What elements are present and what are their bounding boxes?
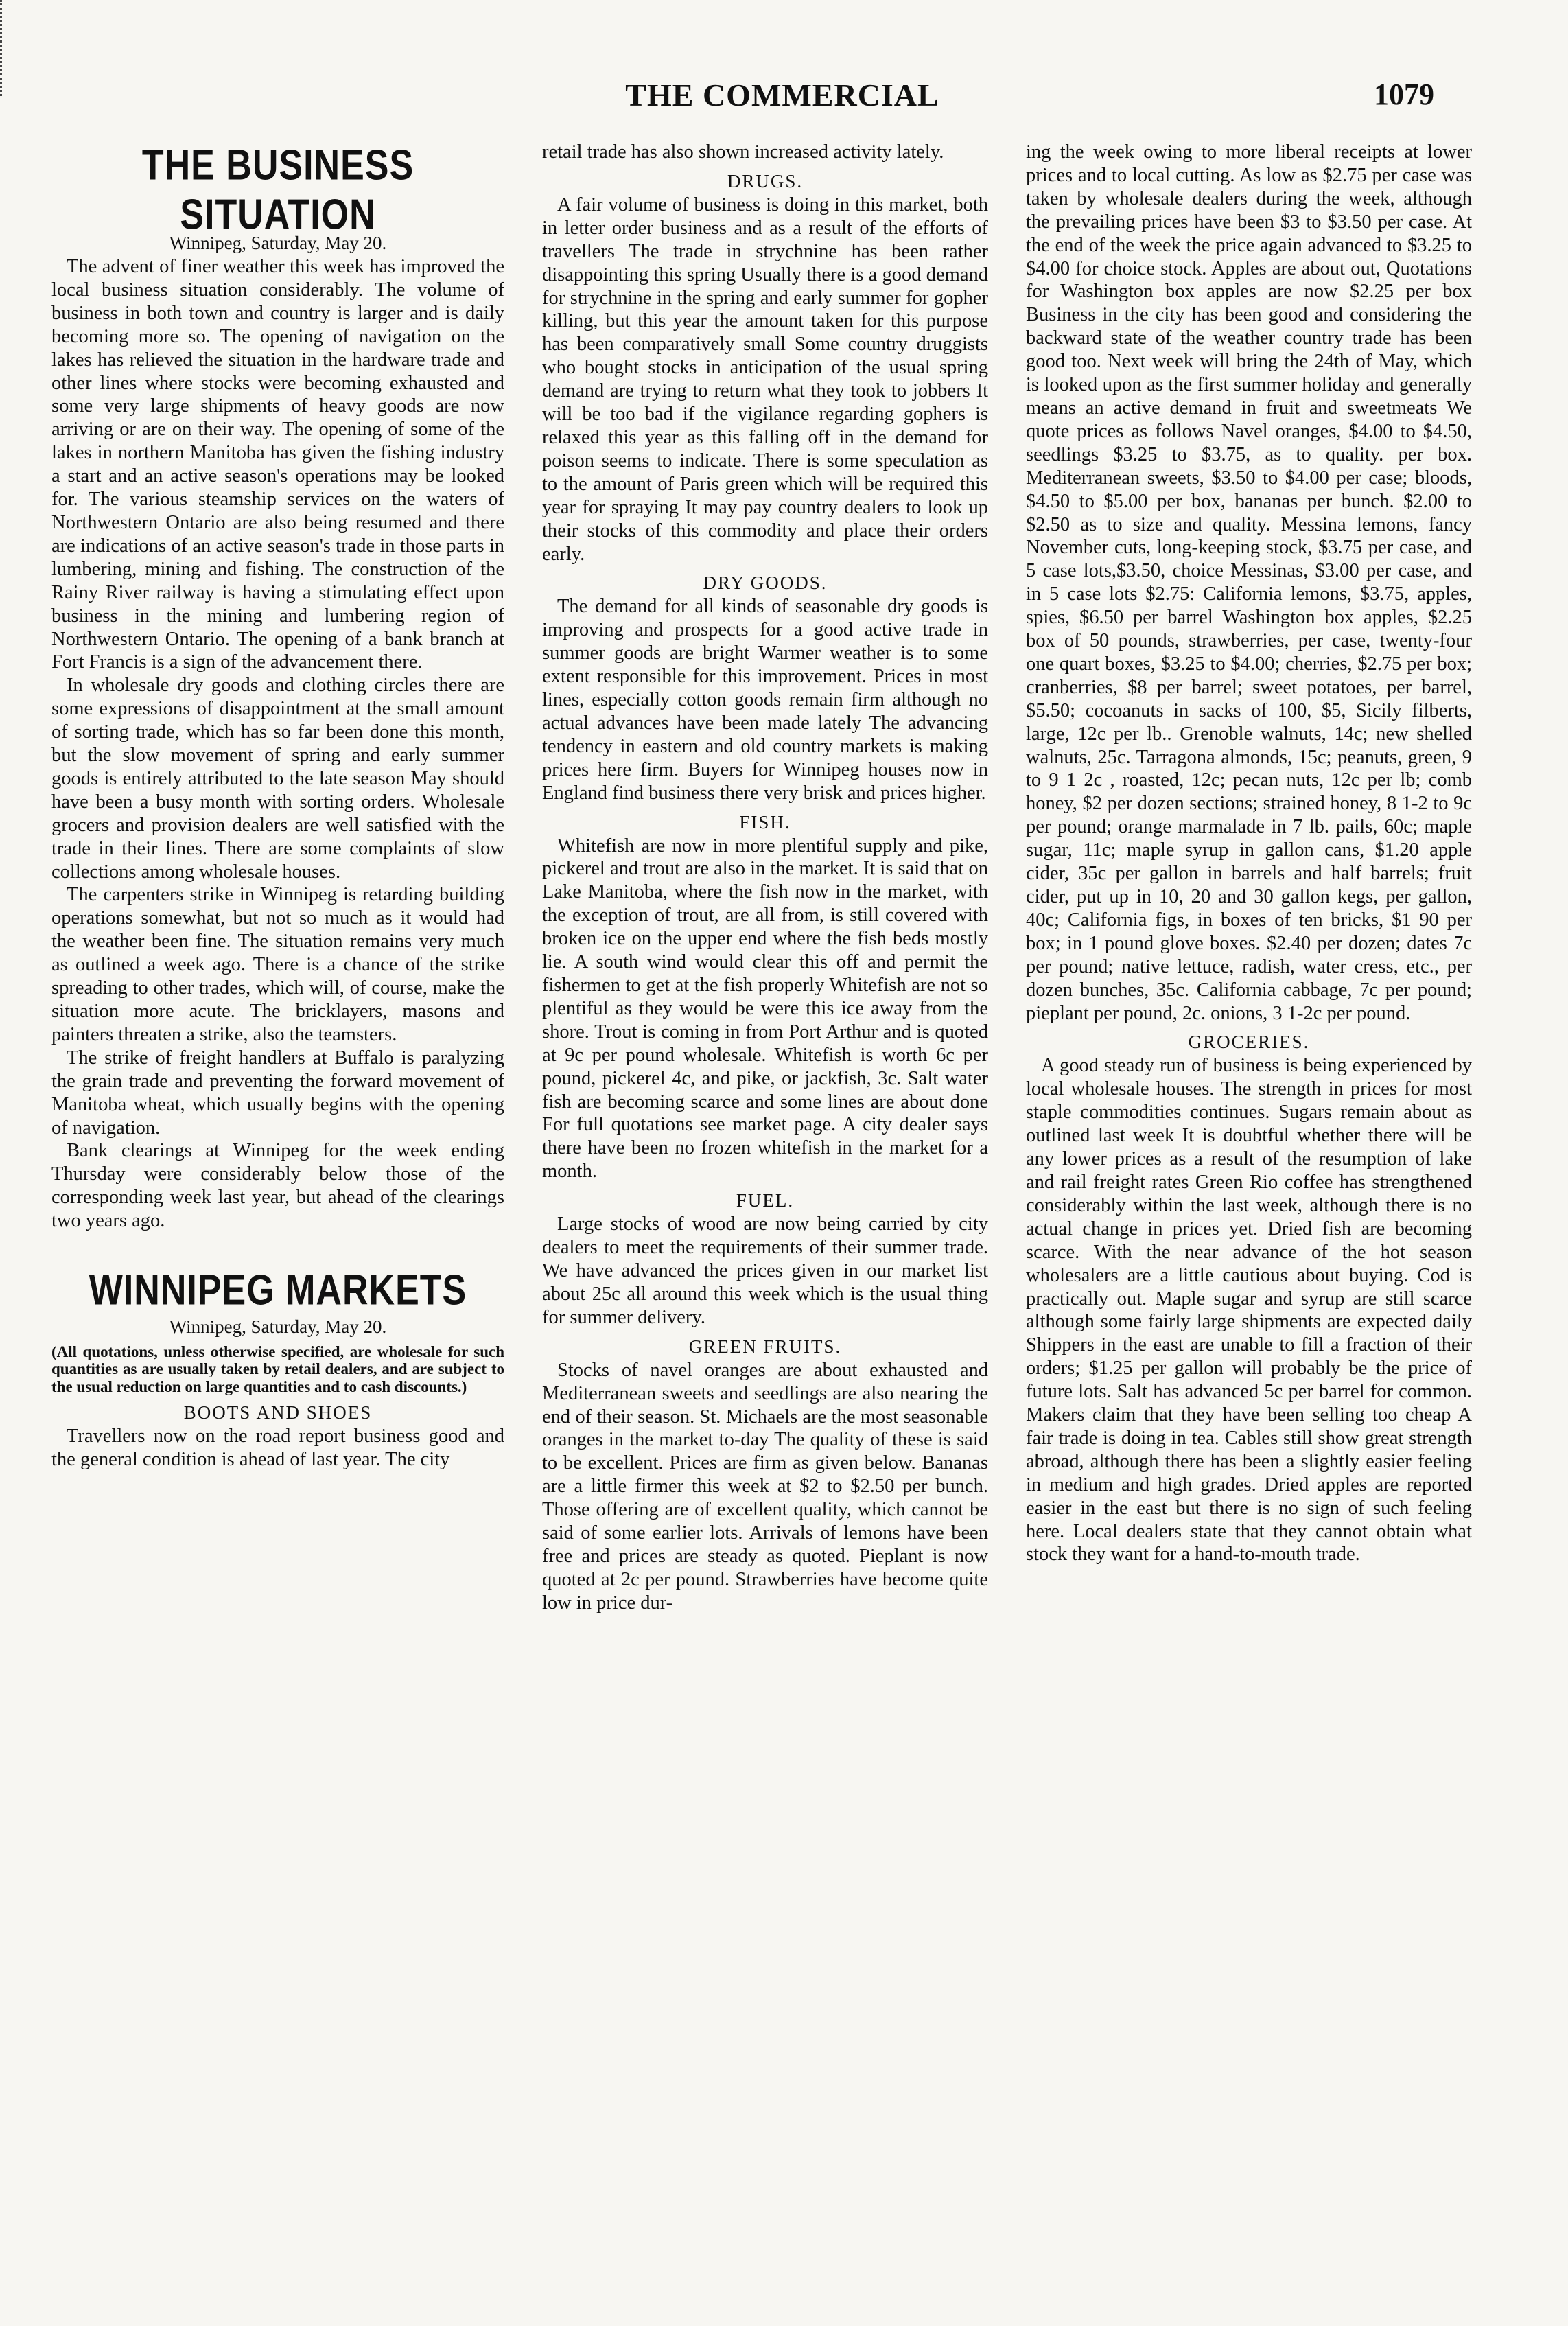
article-paragraph: Stocks of navel oranges are about exhausted and Mediterranean sweets and seedlings are also nearing the end of their season. St. Michaels are the most seasonable oranges in the market to-day The quality of these is said to be excellent. Prices are firm as given below. Bananas are a little firmer this week at $2 to $2.50 per bunch. Those offering are of excellent quality, which cannot be said of some earlier lots. Arrivals of lemons have been free and prices are steady as quoted. Pieplant is now quoted at 2c per pound. Strawberries have become quite low in price dur- (542, 1359, 988, 1614)
article-paragraph: The carpenters strike in Winnipeg is retarding building operations somewhat, but not so much as it would had the weather been fine. The situation remains very much as outlined a week ago. There is a chance of the strike spreading to other trades, which will, of course, make the situation more acute. The bricklayers, masons and painters threaten a strike, also the teamsters. (51, 884, 504, 1045)
article-paragraph: ing the week owing to more liberal receipts at lower prices and to local cutting. As low as $2.75 per case was taken by wholesale dealers during the week, although the prevailing prices have been $3 to $3.50 per case. At the end of the week the price again advanced to $3.25 to $4.00 for choice stock. Apples are about out, Quotations for Washington box apples are now $2.25 per box Business in the city has been good and considering the backward state of the weather country trade has been good too. Next week will bring the 24th of May, which is looked upon as the first summer holiday and generally means an active demand in fruit and sweetmeats We quote prices as follows Navel oranges, $4.00 to $4.50, seedlings $3.25 to $3.75, as to quality. per box. Mediterranean sweets, $3.50 to $4.00 per case; bloods, $4.50 to $5.00 per box, bananas per bunch. $2.00 to $2.50 as to size and quality. Messina lemons, fancy November cuts, long-keeping stock, $3.75 per case, and 5 case lots,$3.50, choice Messinas, $3.00 per case, and in 5 case lots $2.75: California lemons, $3.75, apples, spies, $6.50 per barrel Washington box apples, $2.25 box of 50 pounds, strawberries, per case, twenty-four one quart boxes, $3.25 to $4.00; cherries, $2.75 per box; cranberries, $8 per barrel; sweet potatoes, per barrel, $5.50; cocoanuts in sacks of 100, $5, Sicily filberts, large, 12c per lb.. Grenoble walnuts, 14c; new shelled walnuts, 25c. Tarragona almonds, 15c; peanuts, green, 9 to 9 1 2c , roasted, 12c; pecan nuts, 12c per lb; comb honey, $2 per dozen sections; strained honey, 8 1-2 to 9c per pound; orange marmalade in 7 lb. pails, 60c; maple sugar, 11c; maple syrup in gallon cans, $1.20 apple cider, 35c per gallon in barrels and half barrels; fruit cider, put up in 10, 20 and 30 gallon kegs, per gallon, 40c; California figs, in boxes of ten bricks, $1 90 per box; in 1 pound glove boxes. $2.40 per dozen; dates 7c per pound; native lettuce, radish, water cress, etc., per dozen bunches, 35c. California cabbage, 7c per pound; pieplant per pound, 2c. onions, 3 1-2c per pound. (1026, 141, 1472, 1024)
article-paragraph: retail trade has also shown increased activity lately. (542, 141, 944, 163)
article-paragraph: The demand for all kinds of seasonable dry goods is improving and prospects for a good active trade in summer goods are bright Warmer weather is to some extent responsible for this improvement. Prices in most lines, especially cotton goods remain firm although no actual advances have been made lately The advancing tendency in eastern and old country markets is making prices here firm. Buyers for Winnipeg houses now in England find business there very brisk and prices higher. (542, 596, 988, 804)
publication-title: THE COMMERCIAL (625, 78, 939, 113)
section-heading-drugs: DRUGS. (727, 170, 804, 191)
article-paragraph: Large stocks of wood are now being carried by city dealers to meet the requirements of their summer trade. We have advanced the prices given in our market list about 25c all around this week which is the usual thing for summer delivery. (542, 1213, 988, 1328)
page-header (0, 0, 1568, 137)
article-paragraph: The advent of finer weather this week has improved the local business situation considerably. The volume of business in both town and country is larger and is daily becoming more so. The opening of navigation on the lakes has relieved the situation in the hardware trade and other lines where stocks were becoming exhausted and some very large shipments of heavy goods are now arriving or are on their way. The opening of some of the lakes in northern Manitoba has given the fishing industry a start and an active season's operations may be looked for. The various steamship services on the waters of Northwestern Ontario are also being resumed and there are indications of an active season's trade in those parts in lumbering, mining and fishing. The construction of the Rainy River railway is having a stimulating effect upon business in the mining and lumbering region of Northwestern Ontario. The opening of a bank branch at Fort Francis is a sign of the advancement there. (51, 256, 504, 673)
column-1 (51, 141, 504, 2285)
section-heading-fish: FISH. (739, 811, 791, 833)
business-situation-dateline: Winnipeg, Saturday, May 20. (169, 233, 387, 253)
margin-dots (0, 0, 6, 96)
page-number: 1079 (1374, 78, 1434, 111)
section-heading-boots: BOOTS AND SHOES (183, 1402, 373, 1423)
section-heading-groceries: GROCERIES. (1188, 1032, 1310, 1053)
article-paragraph: Bank clearings at Winnipeg for the week ending Thursday were considerably below those of the corresponding week last year, but ahead of the clearings two years ago. (51, 1140, 504, 1232)
section-heading-fuel: FUEL. (736, 1190, 795, 1211)
quotations-note: (All quotations, unless otherwise specified, are wholesale for such quantities as are usually taken by retail dealers, and are subject to the usual reduction on large quantities and to cash discounts.) (51, 1343, 504, 1395)
business-situation-title: THE BUSINESS SITUATION (141, 141, 414, 239)
column-2 (542, 141, 988, 2285)
article-paragraph: Whitefish are now in more plentiful supply and pike, pickerel and trout are also in the market. It is said that on Lake Manitoba, where the fish now in the market, with the exception of trout, are all from, is still covered with broken ice on the upper end where the fish beds mostly lie. A south wind would clear this off and permit the fishermen to get at the fish properly Whitefish are not so plentiful as they would be were this ice away from the shore. Trout is coming in from Port Arthur and is quoted at 9c per pound wholesale. Whitefish is worth 6c per pound, pickerel 4c, and pike, or jackfish, 3c. Salt water fish are becoming scarce and some lines are about done For full quotations see market page. A city dealer says there have been no frozen whitefish in the market for a month. (542, 835, 988, 1183)
article-paragraph: Travellers now on the road report business good and the general condition is ahead of last year. The city (51, 1425, 504, 1470)
article-paragraph: The strike of freight handlers at Buffalo is paralyzing the grain trade and preventing the forward movement of Manitoba wheat, which usually begins with the opening of navigation. (51, 1047, 504, 1139)
article-paragraph: A fair volume of business is doing in this market, both in letter order business and as a result of the efforts of travellers The trade in strychnine has been rather disappointing this spring Usually there is a good demand for strychnine in the spring and early summer for gopher killing, but this year the amount taken for this purpose has been comparatively small Some country druggists who bought stocks in anticipation of the usual spring demand are trying to return what they took to jobbers It will be too bad if the vigilance regarding gophers is relaxed this year as this falling off in the demand for poison seems to indicate. There is some speculation as to the amount of Paris green which will be required this year for spraying It may pay country dealers to look up their stocks of this commodity and place their orders early. (542, 194, 988, 565)
section-heading-dry-goods: DRY GOODS. (703, 572, 828, 594)
article-paragraph: A good steady run of business is being experienced by local wholesale houses. The strength in prices for most staple commodities continues. Sugars remain about as outlined last week It is doubtful whether there will be any lower prices as a result of the resumption of lake and rail freight rates Green Rio coffee has strengthened considerably within the last week, although there is no actual change in prices yet. Dried fish are becoming scarce. With the near advance of the hot season wholesalers are a little cautious about buying. Cod is practically out. Maple sugar and syrup are still scarce although some fairly large shipments are expected daily Shippers in the east are unable to fill a fraction of their orders; $1.25 per gallon will probably be the price of future lots. Salt has advanced 5c per barrel for common. Makers claim that they have been selling too cheap A fair trade is doing in tea. Cables still show great strength abroad, although there has been a slightly easier feeling in medium and high grades. Dried apples are reported easier in the east but there is no sign of such feeling here. Local dealers state that they cannot obtain what stock they want for a hand-to-mouth trade. (1026, 1055, 1472, 1566)
section-heading-green-fruits: GREEN FRUITS. (688, 1336, 842, 1357)
column-3 (1026, 141, 1472, 2285)
article-paragraph: In wholesale dry goods and clothing circles there are some expressions of disappointment at the small amount of sorting trade, which has so far been done this month, but the slow movement of spring and early summer goods is entirely attributed to the late season May should have been a busy month with sorting orders. Wholesale grocers and provision dealers are well satisfied with the trade in their lines. There are some complaints of slow collections among wholesale houses. (51, 675, 504, 883)
winnipeg-markets-title: WINNIPEG MARKETS (89, 1266, 467, 1314)
markets-dateline: Winnipeg, Saturday, May 20. (169, 1316, 387, 1338)
